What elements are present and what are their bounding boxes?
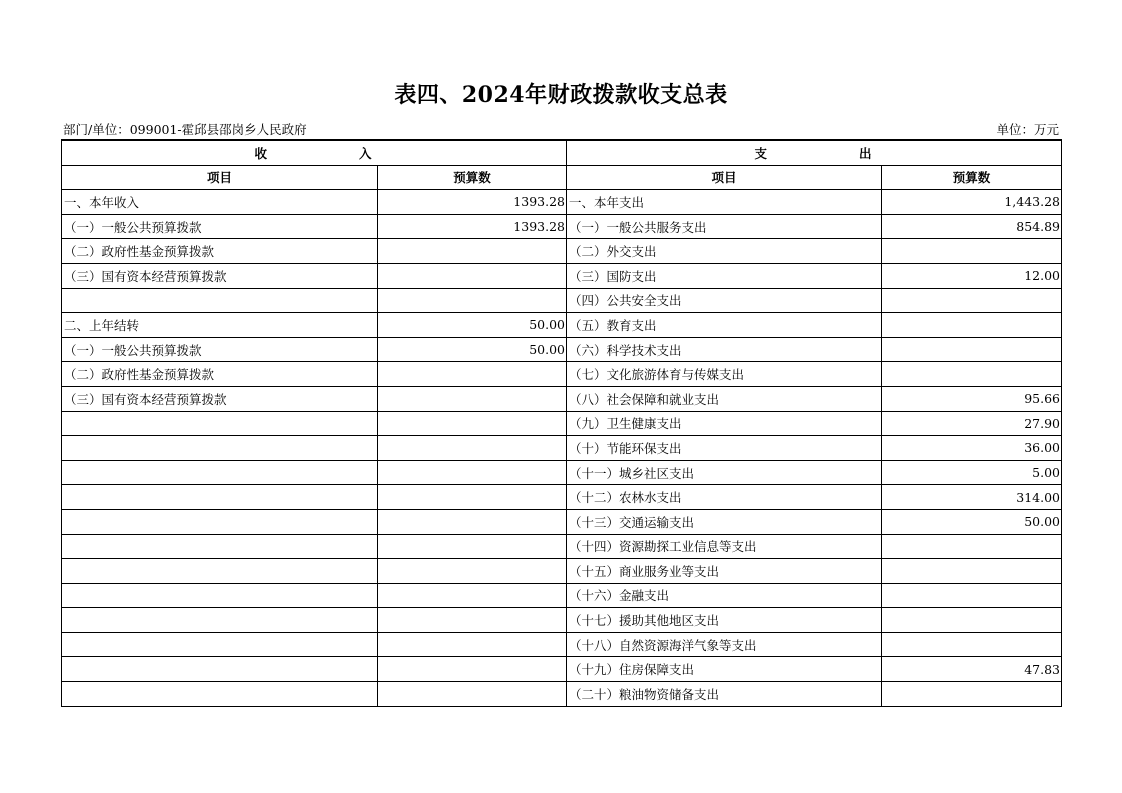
expense-amount-cell [882, 559, 1062, 584]
expense-item-cell: （三）国防支出 [567, 263, 882, 288]
table-row [62, 239, 1062, 264]
expense-amount-cell: 12.00 [882, 263, 1062, 288]
expense-amount-cell [882, 583, 1062, 608]
income-item-cell [62, 288, 378, 313]
income-item-cell: （二）政府性基金预算拨款 [62, 362, 378, 387]
income-item-cell: （三）国有资本经营预算拨款 [62, 386, 378, 411]
table-row [62, 682, 1062, 707]
income-item-cell [62, 608, 378, 633]
table-row [62, 559, 1062, 584]
expense-item-cell: （十九）住房保障支出 [567, 657, 882, 682]
expense-item-cell: （十二）农林水支出 [567, 485, 882, 510]
expense-amount-cell [882, 362, 1062, 387]
table-row [62, 534, 1062, 559]
table-row [62, 313, 1062, 338]
expense-item-cell: （一）一般公共服务支出 [567, 214, 882, 239]
income-item-cell: （二）政府性基金预算拨款 [62, 239, 378, 264]
table-row [62, 657, 1062, 682]
expense-amount-cell [882, 288, 1062, 313]
income-header-char-1: 收 [254, 145, 269, 161]
table-row [62, 386, 1062, 411]
table-row [62, 263, 1062, 288]
expense-item-cell: （十一）城乡社区支出 [567, 460, 882, 485]
income-item-header: 项目 [62, 165, 378, 190]
table-row [62, 485, 1062, 510]
department-label: 部门/单位：099001-霍邱县邵岗乡人民政府 [63, 122, 307, 137]
table-row [62, 337, 1062, 362]
income-item-cell [62, 460, 378, 485]
expense-amount-cell: 1,443.28 [882, 190, 1062, 215]
income-amount-cell: 50.00 [378, 313, 567, 338]
income-amount-cell [378, 362, 567, 387]
table-row [62, 214, 1062, 239]
income-item-cell: （一）一般公共预算拨款 [62, 337, 378, 362]
income-amount-cell [378, 632, 567, 657]
table-row [62, 436, 1062, 461]
expense-amount-cell [882, 534, 1062, 559]
expense-amount-cell: 47.83 [882, 657, 1062, 682]
income-item-cell: 二、上年结转 [62, 313, 378, 338]
income-amount-cell [378, 436, 567, 461]
income-item-cell [62, 485, 378, 510]
expense-amount-cell: 27.90 [882, 411, 1062, 436]
expense-item-cell: （十四）资源勘探工业信息等支出 [567, 534, 882, 559]
income-amount-cell [378, 239, 567, 264]
expense-item-cell: （八）社会保障和就业支出 [567, 386, 882, 411]
expense-item-cell: （十七）援助其他地区支出 [567, 608, 882, 633]
income-item-cell [62, 632, 378, 657]
table-row [62, 509, 1062, 534]
income-amount-cell [378, 386, 567, 411]
expense-amount-cell [882, 337, 1062, 362]
income-item-cell: （一）一般公共预算拨款 [62, 214, 378, 239]
expense-amount-cell [882, 608, 1062, 633]
expense-item-cell: （七）文化旅游体育与传媒支出 [567, 362, 882, 387]
column-header-row [62, 165, 1062, 190]
income-item-cell [62, 509, 378, 534]
income-amount-cell [378, 485, 567, 510]
expense-item-cell: （二十）粮油物资储备支出 [567, 682, 882, 707]
income-amount-cell [378, 288, 567, 313]
income-item-cell [62, 583, 378, 608]
income-section-header [62, 140, 567, 165]
expense-amount-cell: 36.00 [882, 436, 1062, 461]
expense-item-cell: （二）外交支出 [567, 239, 882, 264]
section-header-row [62, 140, 1062, 165]
expense-item-cell: （六）科学技术支出 [567, 337, 882, 362]
income-amount-cell [378, 460, 567, 485]
expense-item-cell: （十）节能环保支出 [567, 436, 882, 461]
expense-item-cell: （四）公共安全支出 [567, 288, 882, 313]
income-amount-cell [378, 411, 567, 436]
income-amount-cell: 1393.28 [378, 214, 567, 239]
table-row [62, 583, 1062, 608]
expense-amount-cell [882, 239, 1062, 264]
expense-amount-cell: 314.00 [882, 485, 1062, 510]
expense-amount-cell: 854.89 [882, 214, 1062, 239]
income-item-cell: 一、本年收入 [62, 190, 378, 215]
expense-amount-cell: 95.66 [882, 386, 1062, 411]
income-amount-cell [378, 509, 567, 534]
expense-amount-cell [882, 313, 1062, 338]
table-row [62, 632, 1062, 657]
expense-section-header [567, 140, 1062, 165]
income-item-cell [62, 559, 378, 584]
expense-item-cell: 一、本年支出 [567, 190, 882, 215]
expense-header-char-1: 支 [754, 145, 769, 161]
expense-amount-header: 预算数 [882, 165, 1062, 190]
income-amount-cell [378, 534, 567, 559]
unit-label: 单位：万元 [996, 122, 1059, 137]
income-amount-cell [378, 608, 567, 633]
expense-amount-cell [882, 632, 1062, 657]
income-item-cell [62, 411, 378, 436]
expense-item-cell: （九）卫生健康支出 [567, 411, 882, 436]
table-row [62, 460, 1062, 485]
expense-amount-cell: 5.00 [882, 460, 1062, 485]
expense-item-cell: （十六）金融支出 [567, 583, 882, 608]
income-header-char-2: 入 [359, 145, 374, 161]
income-amount-cell [378, 583, 567, 608]
page-title: 表四、2024年财政拨款收支总表 [394, 82, 728, 108]
income-item-cell [62, 436, 378, 461]
income-amount-header: 预算数 [378, 165, 567, 190]
income-item-cell: （三）国有资本经营预算拨款 [62, 263, 378, 288]
income-amount-cell: 1393.28 [378, 190, 567, 215]
income-amount-cell [378, 559, 567, 584]
income-item-cell [62, 682, 378, 707]
income-item-cell [62, 534, 378, 559]
expense-amount-cell [882, 682, 1062, 707]
table-body [62, 190, 1062, 706]
income-item-cell [62, 657, 378, 682]
table-row [62, 288, 1062, 313]
expense-header-char-2: 出 [859, 145, 874, 161]
table-row [62, 411, 1062, 436]
expense-item-header: 项目 [567, 165, 882, 190]
table-row [62, 608, 1062, 633]
income-amount-cell [378, 682, 567, 707]
income-amount-cell [378, 657, 567, 682]
income-amount-cell: 50.00 [378, 337, 567, 362]
expense-item-cell: （十三）交通运输支出 [567, 509, 882, 534]
income-amount-cell [378, 263, 567, 288]
expense-item-cell: （十五）商业服务业等支出 [567, 559, 882, 584]
budget-table [61, 139, 1062, 707]
expense-item-cell: （五）教育支出 [567, 313, 882, 338]
table-row [62, 362, 1062, 387]
expense-amount-cell: 50.00 [882, 509, 1062, 534]
table-row [62, 190, 1062, 215]
expense-item-cell: （十八）自然资源海洋气象等支出 [567, 632, 882, 657]
